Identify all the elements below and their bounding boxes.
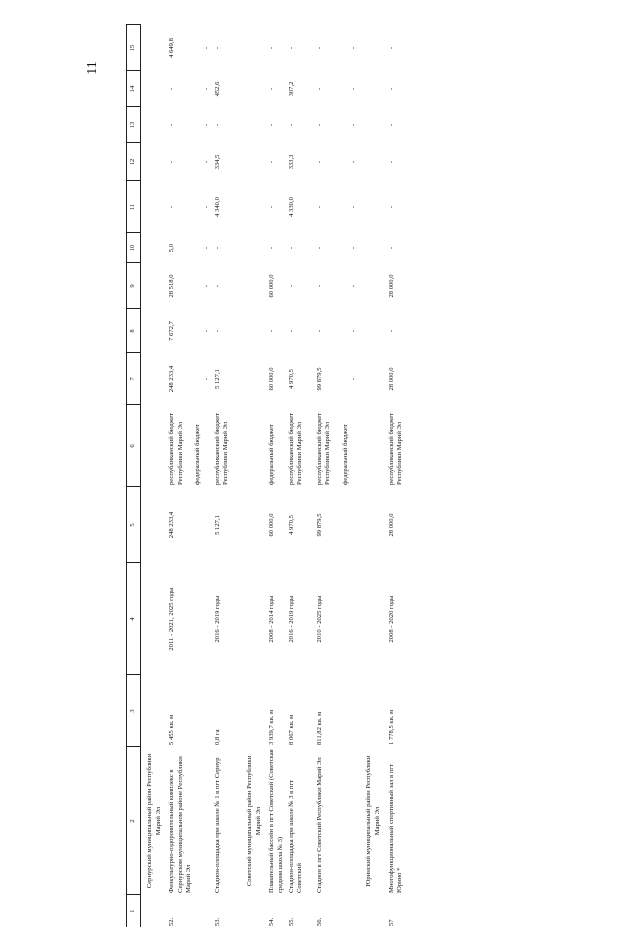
amount-value: - xyxy=(316,265,325,307)
amount-value: - xyxy=(350,73,359,105)
col-header: 13 xyxy=(127,107,141,143)
amount-cell xyxy=(167,25,213,71)
amount-value: - xyxy=(288,235,297,261)
capacity-cell: 3 939,7 кв. м xyxy=(267,675,287,747)
amount-value: - xyxy=(168,73,177,105)
total-cost-cell: 28 000,0 xyxy=(387,487,415,563)
amount-value: 334,5 xyxy=(214,145,223,179)
amount-cell xyxy=(267,107,287,143)
amount-value: - xyxy=(288,109,297,141)
total-cost-cell: 248 233,4 xyxy=(167,487,213,563)
table-row xyxy=(287,25,315,927)
object-name: Стадион-площадка при школе № 3 в пгт Советский xyxy=(287,747,315,895)
amount-value: - xyxy=(203,355,212,403)
amount-value: 28 000,0 xyxy=(388,355,397,403)
amount-value: - xyxy=(316,235,325,261)
row-number: 56. xyxy=(315,895,361,927)
col-header: 4 xyxy=(127,563,141,675)
amount-cell xyxy=(387,71,415,107)
amount-value: - xyxy=(203,235,212,261)
amount-value: - xyxy=(350,311,359,351)
amount-cell xyxy=(267,353,287,405)
amount-cell xyxy=(267,71,287,107)
amount-cell xyxy=(267,263,287,309)
amount-value: 60 000,0 xyxy=(268,355,277,403)
amount-value: - xyxy=(214,109,223,141)
funding-source: республиканский бюджет Республики Марий Эл xyxy=(316,407,333,485)
funding-source-cell xyxy=(315,405,361,487)
capacity-cell: 8 067 кв. м xyxy=(287,675,315,747)
amount-cell xyxy=(287,233,315,263)
funding-source: республиканский бюджет Республики Марий Эл xyxy=(388,407,405,485)
amount-cell xyxy=(287,71,315,107)
amount-value: - xyxy=(214,265,223,307)
amount-value: - xyxy=(388,235,397,261)
object-name: Стадион в пгт Советский Республики Марий Эл xyxy=(315,747,361,895)
funding-source-cell xyxy=(213,405,241,487)
amount-value: 4 970,5 xyxy=(288,355,297,403)
table-cell xyxy=(141,25,168,747)
amount-cell xyxy=(387,143,415,181)
amount-cell xyxy=(287,309,315,353)
row-number: 54. xyxy=(267,895,287,927)
amount-value: 28 518,0 xyxy=(168,265,177,307)
amount-cell xyxy=(167,143,213,181)
table-cell xyxy=(360,25,386,747)
amount-value: 307,2 xyxy=(288,73,297,105)
amount-cell xyxy=(387,263,415,309)
amount-cell xyxy=(213,263,241,309)
capacity-cell: 0,8 га xyxy=(213,675,241,747)
row-number: 57 xyxy=(387,895,415,927)
amount-value: 4 649,8 xyxy=(168,27,177,69)
amount-value: 248 233,4 xyxy=(168,355,177,403)
funding-source-cell xyxy=(267,405,287,487)
table-cell xyxy=(360,895,386,927)
amount-cell xyxy=(287,263,315,309)
amount-value: - xyxy=(350,183,359,231)
amount-cell xyxy=(213,143,241,181)
amount-cell xyxy=(167,233,213,263)
years-cell: 2011 - 2021, 2025 годы xyxy=(167,563,213,675)
amount-value: - xyxy=(350,355,359,403)
row-number: 52. xyxy=(167,895,213,927)
table-row xyxy=(213,25,241,927)
amount-cell xyxy=(315,25,361,71)
district-name: Юринский муниципальный район Республики Марий Эл xyxy=(360,747,386,895)
amount-cell xyxy=(267,25,287,71)
amount-value: - xyxy=(288,27,297,69)
total-cost-cell: 99 879,5 xyxy=(315,487,361,563)
row-number: 55. xyxy=(287,895,315,927)
col-header: 10 xyxy=(127,233,141,263)
amount-cell xyxy=(213,71,241,107)
col-header: 2 xyxy=(127,747,141,895)
total-cost-cell: 60 000,0 xyxy=(267,487,287,563)
amount-cell xyxy=(213,353,241,405)
amount-cell xyxy=(267,181,287,233)
capacity-cell: 1 778,5 кв. м xyxy=(387,675,415,747)
amount-value: - xyxy=(288,311,297,351)
amount-cell xyxy=(315,309,361,353)
amount-cell xyxy=(315,143,361,181)
amount-value: - xyxy=(388,145,397,179)
amount-value: - xyxy=(268,311,277,351)
amount-cell xyxy=(267,309,287,353)
amount-value: - xyxy=(316,311,325,351)
table-row xyxy=(167,25,213,927)
amount-value: - xyxy=(203,265,212,307)
page-number: 11 xyxy=(86,57,100,79)
amount-value: - xyxy=(268,145,277,179)
amount-value: 452,6 xyxy=(214,73,223,105)
col-header: 6 xyxy=(127,405,141,487)
amount-value: 28 000,0 xyxy=(388,265,397,307)
years-cell: 2008 - 2014 годы xyxy=(267,563,287,675)
table-row xyxy=(387,25,415,927)
amount-cell xyxy=(315,107,361,143)
amount-cell xyxy=(213,107,241,143)
amount-value: 4 330,0 xyxy=(288,183,297,231)
amount-value: - xyxy=(214,311,223,351)
amount-value: 5,0 xyxy=(168,235,177,261)
amount-value: 60 000,0 xyxy=(268,265,277,307)
amount-value: - xyxy=(168,145,177,179)
construction-table xyxy=(126,25,415,927)
funding-source: федеральный бюджет xyxy=(342,407,351,485)
funding-source: федеральный бюджет xyxy=(268,407,277,485)
amount-value: - xyxy=(168,109,177,141)
amount-cell xyxy=(315,353,361,405)
amount-value: - xyxy=(268,109,277,141)
amount-cell xyxy=(387,309,415,353)
amount-cell xyxy=(167,71,213,107)
amount-cell xyxy=(287,353,315,405)
amount-value: 5 127,1 xyxy=(214,355,223,403)
amount-value: - xyxy=(268,27,277,69)
amount-value: - xyxy=(203,145,212,179)
funding-source-cell xyxy=(167,405,213,487)
funding-source: федеральный бюджет xyxy=(194,407,203,485)
table-cell xyxy=(141,895,168,927)
amount-cell xyxy=(213,309,241,353)
funding-source-cell xyxy=(287,405,315,487)
amount-value: - xyxy=(388,311,397,351)
district-name: Советский муниципальный район Республики Марий Эл xyxy=(241,747,267,895)
amount-cell xyxy=(213,181,241,233)
amount-value: - xyxy=(350,235,359,261)
column-header-row xyxy=(127,25,141,927)
col-header: 5 xyxy=(127,487,141,563)
funding-source: республиканский бюджет Республики Марий Эл xyxy=(168,407,185,485)
amount-cell xyxy=(287,25,315,71)
object-name: Многофункциональный спортивный зал в пгт Юрино * xyxy=(387,747,415,895)
amount-value: - xyxy=(350,145,359,179)
amount-cell xyxy=(315,233,361,263)
amount-cell xyxy=(287,181,315,233)
district-row xyxy=(141,25,168,927)
amount-value: - xyxy=(316,145,325,179)
amount-cell xyxy=(213,233,241,263)
amount-cell xyxy=(213,25,241,71)
amount-cell xyxy=(267,233,287,263)
amount-cell xyxy=(387,25,415,71)
amount-value: - xyxy=(316,73,325,105)
amount-value: - xyxy=(203,109,212,141)
col-header: 1 xyxy=(127,895,141,927)
table-row xyxy=(267,25,287,927)
total-cost-cell: 4 970,5 xyxy=(287,487,315,563)
amount-value: - xyxy=(316,27,325,69)
amount-value: - xyxy=(203,73,212,105)
table-row xyxy=(315,25,361,927)
amount-cell xyxy=(387,233,415,263)
amount-value: 4 340,0 xyxy=(214,183,223,231)
years-cell: 2010 - 2025 годы xyxy=(315,563,361,675)
years-cell: 2008 - 2020 годы xyxy=(387,563,415,675)
col-header: 3 xyxy=(127,675,141,747)
col-header: 14 xyxy=(127,71,141,107)
amount-cell xyxy=(387,181,415,233)
amount-value: - xyxy=(316,109,325,141)
amount-value: - xyxy=(350,109,359,141)
amount-cell xyxy=(167,309,213,353)
amount-value: 333,3 xyxy=(288,145,297,179)
col-header: 15 xyxy=(127,25,141,71)
amount-value: - xyxy=(350,27,359,69)
amount-value: 7 672,7 xyxy=(168,311,177,351)
amount-cell xyxy=(387,353,415,405)
funding-source: республиканский бюджет Республики Марий Эл xyxy=(214,407,231,485)
object-name: Стадион-площадка при школе № 1 в пгт Сернур xyxy=(213,747,241,895)
amount-cell xyxy=(167,107,213,143)
table-cell xyxy=(241,895,267,927)
rotated-table-sheet xyxy=(126,45,536,927)
col-header: 7 xyxy=(127,353,141,405)
amount-value: - xyxy=(203,27,212,69)
district-row xyxy=(241,25,267,927)
row-number: 53. xyxy=(213,895,241,927)
object-name: Физкультурно-оздоровительный комплекс в Сернурском муниципальном районе Республики Марий Эл xyxy=(167,747,213,895)
amount-cell xyxy=(167,263,213,309)
amount-value: - xyxy=(268,183,277,231)
amount-cell xyxy=(287,143,315,181)
amount-value: - xyxy=(388,73,397,105)
funding-source: республиканский бюджет Республики Марий Эл xyxy=(288,407,305,485)
funding-source-cell xyxy=(387,405,415,487)
amount-cell xyxy=(167,181,213,233)
col-header: 9 xyxy=(127,263,141,309)
amount-value: - xyxy=(268,73,277,105)
amount-value: - xyxy=(350,265,359,307)
amount-value: - xyxy=(388,109,397,141)
amount-cell xyxy=(387,107,415,143)
amount-value: - xyxy=(168,183,177,231)
amount-value: - xyxy=(214,27,223,69)
amount-cell xyxy=(267,143,287,181)
years-cell: 2016 - 2019 годы xyxy=(213,563,241,675)
amount-value: - xyxy=(203,183,212,231)
col-header: 12 xyxy=(127,143,141,181)
amount-value: - xyxy=(388,183,397,231)
col-header: 8 xyxy=(127,309,141,353)
district-row xyxy=(360,25,386,927)
amount-value: - xyxy=(388,27,397,69)
years-cell: 2016 - 2019 годы xyxy=(287,563,315,675)
amount-value: 99 879,5 xyxy=(316,355,325,403)
capacity-cell: 5 455 кв. м xyxy=(167,675,213,747)
amount-cell xyxy=(287,107,315,143)
amount-cell xyxy=(315,263,361,309)
amount-value: - xyxy=(316,183,325,231)
object-name: Плавательный бассейн в пгт Советский (Советская средняя школа № 3) xyxy=(267,747,287,895)
table-cell xyxy=(241,25,267,747)
district-name: Сернурский муниципальный район Республики Марий Эл xyxy=(141,747,168,895)
table-body xyxy=(141,25,415,927)
total-cost-cell: 5 127,1 xyxy=(213,487,241,563)
col-header: 11 xyxy=(127,181,141,233)
amount-value: - xyxy=(203,311,212,351)
amount-value: - xyxy=(214,235,223,261)
amount-cell xyxy=(315,181,361,233)
capacity-cell: 811,82 кв. м xyxy=(315,675,361,747)
amount-value: - xyxy=(288,265,297,307)
amount-value: - xyxy=(268,235,277,261)
amount-cell xyxy=(167,353,213,405)
amount-cell xyxy=(315,71,361,107)
